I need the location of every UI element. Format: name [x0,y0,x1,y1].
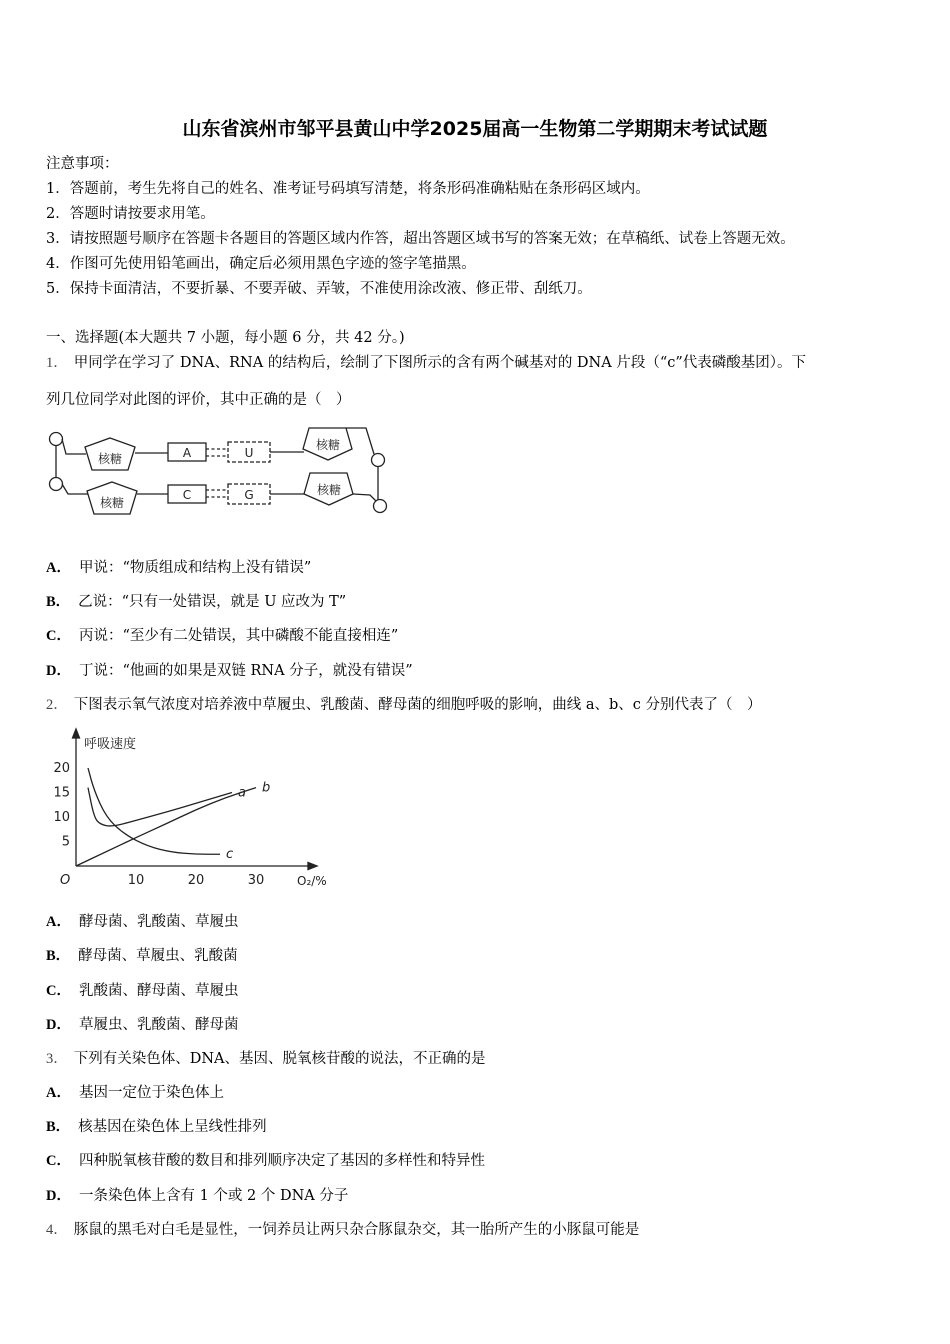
question-number: 1． [46,355,68,371]
option-1c: C． 丙说：“至少有二处错误，其中磷酸不能直接相连” [46,628,399,644]
question-text: 甲同学在学习了 DNA、RNA 的结构后，绘制了下图所示的含有两个碱基对的 DNA 片段（“c”代表磷酸基团）。下 [73,355,807,371]
x-tick-label: 20 [187,873,205,888]
sugar-label: 核糖 [316,483,342,497]
y-axis-arrow [73,729,80,738]
option-2c: C． 乳酸菌、酵母菌、草履虫 [46,983,239,999]
series-label-a: a [238,785,246,801]
x-axis-arrow [308,863,317,870]
option-1d: D． 丁说：“他画的如果是双链 RNA 分子，就没有错误” [46,663,413,679]
notice-item: 5．保持卡面清洁，不要折暴、不要弄破、弄皱，不准使用涂改液、修正带、刮纸刀。 [46,281,592,297]
notice-heading: 注意事项： [46,156,119,172]
base-label-g: G [244,488,254,502]
option-3b: B． 核基因在染色体上呈线性排列 [46,1119,267,1135]
option-2b: B． 酵母菌、草履虫、乳酸菌 [46,948,238,964]
dna-fragment-diagram [44,422,390,518]
option-2a: A． 酵母菌、乳酸菌、草履虫 [46,914,239,930]
base-label-a: A [182,446,192,460]
respiration-chart [44,726,350,894]
option-2d: D． 草履虫、乳酸菌、酵母菌 [46,1017,239,1033]
x-tick-label: 30 [247,873,265,888]
notice-item: 4．作图可先使用铅笔画出，确定后必须用黑色字迹的签字笔描黑。 [46,256,476,272]
question-2 [46,693,762,714]
phosphate-circle [372,454,385,467]
series-label-c: c [226,847,234,863]
section-heading: 一、选择题(本大题共 7 小题，每小题 6 分，共 42 分。) [46,330,405,346]
question-1 [46,351,806,372]
question-text: 下图表示氧气浓度对培养液中草履虫、乳酸菌、酵母菌的细胞呼吸的影响，曲线 a、b、c 分别代表了（ ） [73,697,762,713]
x-tick-label: 10 [127,873,145,888]
sugar-label: 核糖 [99,496,125,510]
phosphate-circle [50,478,63,491]
x-axis-label: O₂/% [297,874,327,888]
phosphate-circle [50,433,63,446]
question-1-continued: 列几位同学对此图的评价，其中正确的是（ ） [46,392,351,408]
question-number: 3． [46,1051,68,1067]
notice-item: 3．请按照题号顺序在答题卡各题目的答题区域内作答，超出答题区域书写的答案无效；在草稿纸、试卷上答题无效。 [46,231,795,247]
option-3d: D． 一条染色体上含有 1 个或 2 个 DNA 分子 [46,1188,349,1204]
option-3c: C． 四种脱氧核苷酸的数目和排列顺序决定了基因的多样性和特异性 [46,1153,485,1169]
question-number: 2． [46,697,68,713]
origin-label: O [60,873,71,888]
option-1a: A． 甲说：“物质组成和结构上没有错误” [46,560,312,576]
y-tick-label: 10 [53,810,70,825]
phosphate-circle [374,500,387,513]
y-tick-label: 20 [53,761,70,776]
question-text: 下列有关染色体、DNA、基因、脱氧核苷酸的说法，不正确的是 [73,1051,486,1067]
sugar-label: 核糖 [97,452,123,466]
y-tick-label: 5 [61,834,70,850]
page-title: 山东省滨州市邹平县黄山中学2025届高一生物第二学期期末考试试题 [182,118,768,140]
series-label-b: b [262,780,271,796]
question-text: 豚鼠的黑毛对白毛是显性，一饲养员让两只杂合豚鼠杂交，其一胎所产生的小豚鼠可能是 [73,1222,640,1238]
y-tick-label: 15 [53,785,70,801]
option-1b: B． 乙说：“只有一处错误，就是 U 应改为 T” [46,594,347,610]
option-3a: A． 基因一定位于染色体上 [46,1085,224,1101]
question-4 [46,1218,639,1239]
series-line-c [88,768,220,854]
base-label-c: C [182,488,192,502]
question-number: 4． [46,1222,68,1238]
notice-item: 2．答题时请按要求用笔。 [46,206,215,222]
sugar-label: 核糖 [315,438,341,452]
question-3 [46,1047,486,1068]
base-label-u: U [244,446,254,460]
y-axis-label: 呼吸速度 [84,737,137,752]
notice-item: 1．答题前，考生先将自己的姓名、准考证号码填写清楚，将条形码准确粘贴在条形码区域内。 [46,181,650,197]
